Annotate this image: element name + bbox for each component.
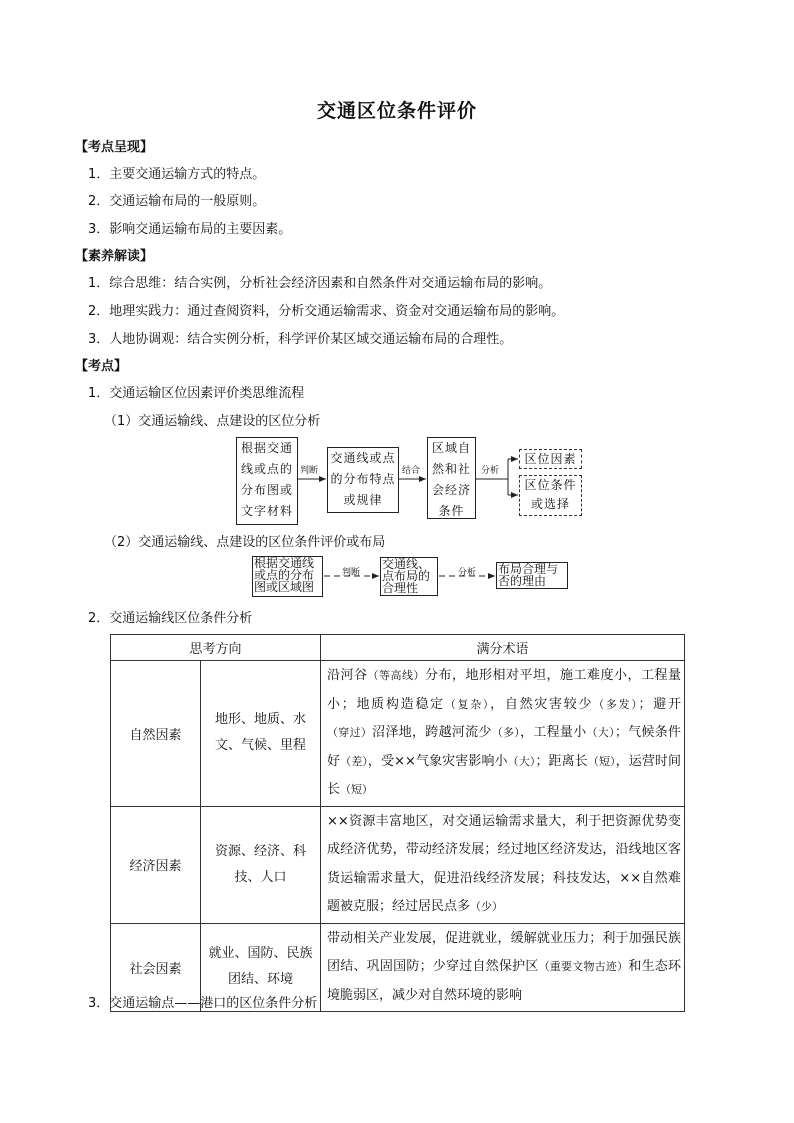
- natural-terms-note: （短）: [587, 754, 616, 768]
- list-item: 2．地理实践力：通过查阅资料，分析交通运输需求、资金对交通运输布局的影响。: [88, 304, 565, 319]
- natural-terms-part: ；距离长: [535, 753, 588, 769]
- table-header-terms: 满分术语: [321, 635, 685, 661]
- flow2-box-reasons: 布局合理与否的理由: [496, 562, 568, 589]
- flow1-box-distribution: 交通线或点的分布特点或规律: [327, 447, 399, 513]
- list-item: 1．综合思维：结合实例，分析社会经济因素和自然条件对交通运输布局的影响。: [88, 276, 552, 291]
- flow1-label-analyze: 分析: [481, 466, 500, 476]
- point2-title: 2．交通运输线区位条件分析: [88, 611, 253, 626]
- natural-terms-part: 分布，地形相对平坦，施工难度小，工程量小；地质构造稳定: [327, 668, 681, 712]
- flow1-box-source: 根据交通线或点的分布图或文字材料: [236, 437, 298, 525]
- natural-terms-note: （多）: [491, 726, 521, 739]
- flow1-label-combine: 结合: [402, 466, 421, 476]
- natural-terms-part: ，自然灾害较少: [490, 696, 594, 712]
- natural-terms-note: （多发）: [593, 697, 639, 711]
- row-direction: 资源、经济、科技、人口: [201, 806, 321, 923]
- natural-terms-part: ；气候条件好: [327, 725, 681, 769]
- natural-terms-note: （复杂）: [444, 697, 491, 711]
- natural-terms-note: （穿过）: [327, 726, 373, 739]
- row-terms: [321, 661, 685, 807]
- row-direction: 就业、国防、民族团结、环境: [201, 923, 321, 1012]
- row-category: 经济因素: [111, 806, 201, 923]
- row-terms: [321, 923, 685, 1012]
- economic-terms-text: ××资源丰富地区，对交通运输需求量大，利于把资源优势变成经济优势，带动经济发展；经过地区经济发达，沿线地区客货运输需求量大，促进沿线经济发展；科技发达，××自然难题被克服；经过居民点多: [327, 813, 682, 914]
- natural-terms-part: ，受××气象灾害影响小: [367, 753, 508, 769]
- natural-terms-note: （大）: [586, 726, 615, 739]
- flow2-box-source: 根据交通线或点的分布图或区域图: [252, 556, 323, 597]
- location-conditions-table: [110, 634, 685, 1012]
- natural-terms-note: （短）: [340, 783, 374, 796]
- section-heading-kaodian: 【考点】: [75, 359, 128, 374]
- economic-terms-note: （少）: [470, 900, 504, 913]
- point3-title: 3．交通运输点——港口的区位条件分析: [88, 996, 318, 1011]
- row-category: 自然因素: [111, 661, 201, 807]
- natural-terms-part: 沼泽地，跨越河流少: [372, 725, 492, 740]
- flow1-label-judge: 判断: [300, 466, 319, 476]
- social-terms-tail: 和生态环境脆弱区，减少对自然环境的影响: [327, 959, 682, 1003]
- natural-terms-note: （等高线）: [367, 669, 426, 682]
- natural-terms-note: （差）: [340, 754, 368, 768]
- point1-subtitle-2: （2）交通运输线、点建设的区位条件评价或布局: [104, 535, 386, 550]
- list-item: 1．主要交通运输方式的特点。: [88, 167, 266, 182]
- table-header-row: [111, 635, 685, 661]
- table-row: [111, 806, 685, 923]
- flow1-box-conditions: 区域自然和社会经济条件: [427, 437, 476, 519]
- flow1-box-location-choice: 区位条件或选择: [519, 475, 582, 516]
- flow1-box-location-factors: 区位因素: [519, 449, 582, 469]
- natural-terms-note: （大）: [507, 754, 536, 768]
- point1-title: 1．交通运输区位因素评价类思维流程: [88, 386, 305, 401]
- flow2-label-judge: 判断: [342, 568, 361, 578]
- list-item: 3．人地协调观：结合实例分析，科学评价某区域交通运输布局的合理性。: [88, 332, 513, 347]
- table-row: [111, 661, 685, 807]
- table-header-direction: 思考方向: [111, 635, 321, 661]
- natural-terms-part: 沿河谷: [327, 668, 368, 683]
- social-terms-text: 带动相关产业发展，促进就业，缓解就业压力；利于加强民族团结、巩固国防；少穿过自然保护区: [327, 930, 682, 974]
- row-category: 社会因素: [111, 923, 201, 1012]
- natural-terms-part: ，工程量小: [520, 725, 587, 740]
- list-item: 3．影响交通运输布局的主要因素。: [88, 222, 292, 237]
- section-heading-kaodian-chengxian: 【考点呈现】: [75, 140, 154, 155]
- row-direction: 地形、地质、水文、气候、里程: [201, 661, 321, 807]
- list-item: 2．交通运输布局的一般原则。: [88, 194, 266, 209]
- section-heading-suyang-jiedu: 【素养解读】: [75, 249, 154, 264]
- page-title: 交通区位条件评价: [316, 100, 477, 122]
- natural-terms-part: ；避开: [638, 696, 681, 712]
- flow2-label-analyze: 分析: [458, 568, 477, 578]
- flow2-box-rationality: 交通线、点布局的合理性: [380, 557, 438, 596]
- natural-terms-part: ，运营时间长: [327, 753, 682, 797]
- point1-subtitle-1: （1）交通运输线、点建设的区位分析: [104, 414, 321, 429]
- social-terms-note: （重要文物古迹）: [538, 960, 629, 973]
- row-terms: [321, 806, 685, 923]
